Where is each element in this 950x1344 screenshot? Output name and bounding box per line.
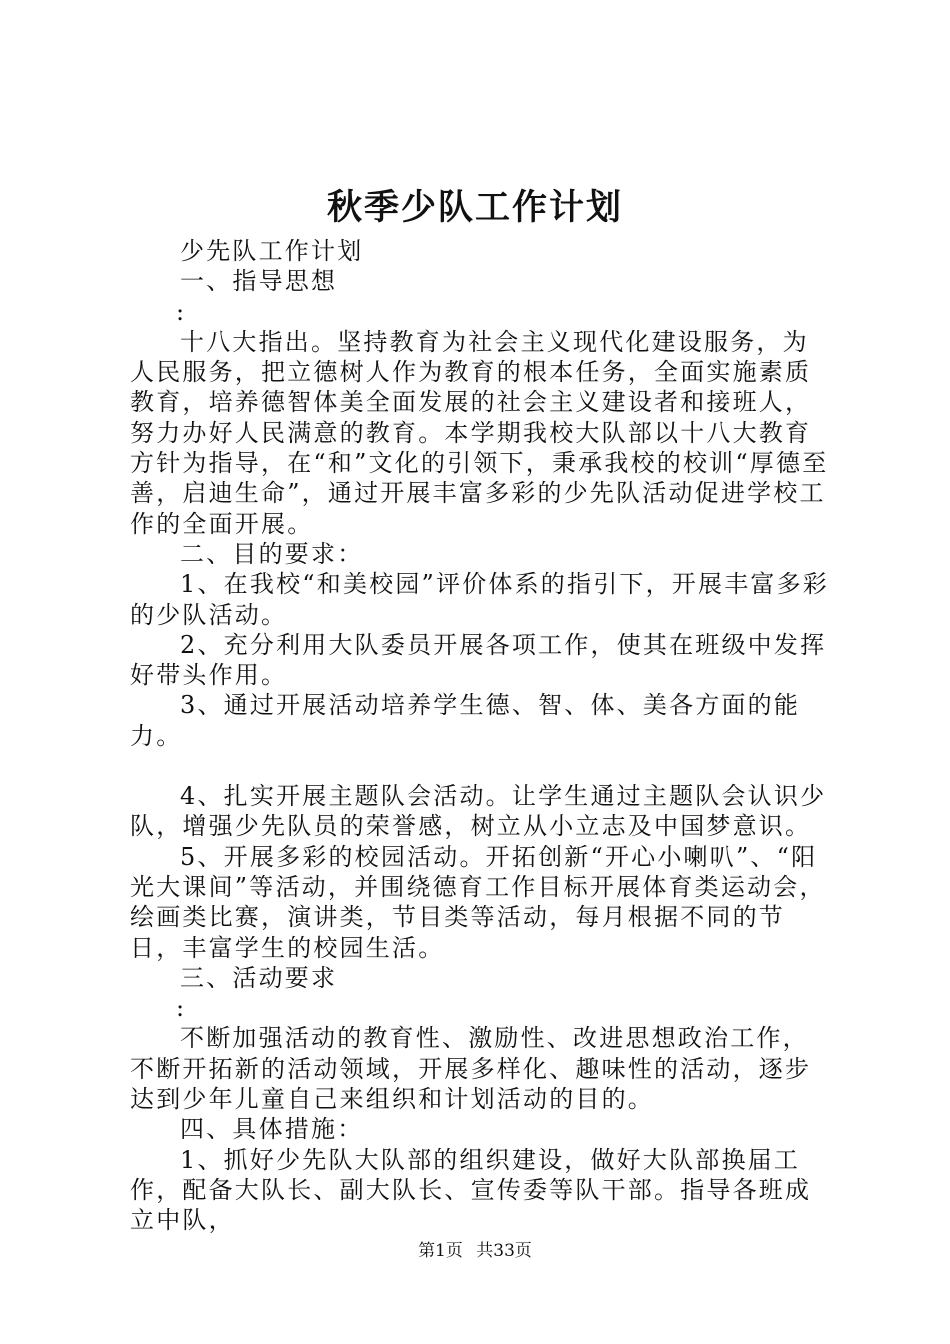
document-title: 秋季少队工作计划: [326, 187, 623, 228]
paragraph-guiding-thought: 十八大指出。坚持教育为社会主义现代化建设服务，为人民服务，把立德树人作为教育的根本任务，全面实施素质教育，培养德智体美全面发展的社会主义建设者和接班人，努力办好人民满意的教育。本学期我校大队部以十八大教育方针为指导，在“和”文化的引领下，秉承我校的校训“厚德至善，启迪生命”，通过开展丰富多彩的少先队活动促进学校工作的全面开展。: [130, 327, 829, 538]
paragraph-activity-requirements: 不断加强活动的教育性、激励性、改进思想政治工作，不断开拓新的活动领域，开展多样化、趣味性的活动，逐步达到少年儿童自己来组织和计划活动的目的。: [130, 1024, 812, 1114]
page-total: 共33页: [476, 1241, 532, 1261]
objective-item-2: 2、充分利用大队委员开展各项工作，使其在班级中发挥好带头作用。: [130, 630, 827, 690]
objective-item-3: 3、通过开展活动培养学生德、智、体、美各方面的能力。: [130, 691, 801, 750]
paragraph-heading-plan: 少先队工作计划: [180, 237, 364, 265]
page-footer: [0, 1240, 950, 1262]
objective-item-5: 5、开展多彩的校园活动。开拓创新“开心小喇叭”、“阳光大课间”等活动，并围绕德育工作目标开展体育类运动会，绘画类比赛，演讲类，节目类等活动，每月根据不同的节日，丰富学生的校园生活。: [130, 842, 826, 962]
measure-item-1: 1、抓好少先队大队部的组织建设，做好大队部换届工作，配备大队长、副大队长、宣传委等队干部。指导各班成立中队，: [130, 1145, 812, 1235]
section-heading-activity-requirements: 三、活动要求: [180, 963, 338, 992]
section-heading-measures: 四、具体措施：: [180, 1115, 364, 1144]
paragraph-spacer: [130, 751, 830, 781]
colon-line: :: [176, 994, 187, 1023]
colon-line: :: [176, 297, 187, 326]
section-heading-objectives: 二、目的要求：: [180, 539, 364, 568]
section-heading-guiding-thought: 一、指导思想: [180, 267, 338, 296]
document-body: [130, 236, 830, 1236]
page-number: 第1页: [418, 1241, 463, 1261]
objective-item-1: 1、在我校“和美校园”评价体系的指引下，开展丰富多彩的少队活动。: [130, 570, 830, 629]
objective-item-4: 4、扎实开展主题队会活动。让学生通过主题队会认识少队，增强少先队员的荣誉感，树立从小立志及中国梦意识。: [130, 782, 827, 841]
